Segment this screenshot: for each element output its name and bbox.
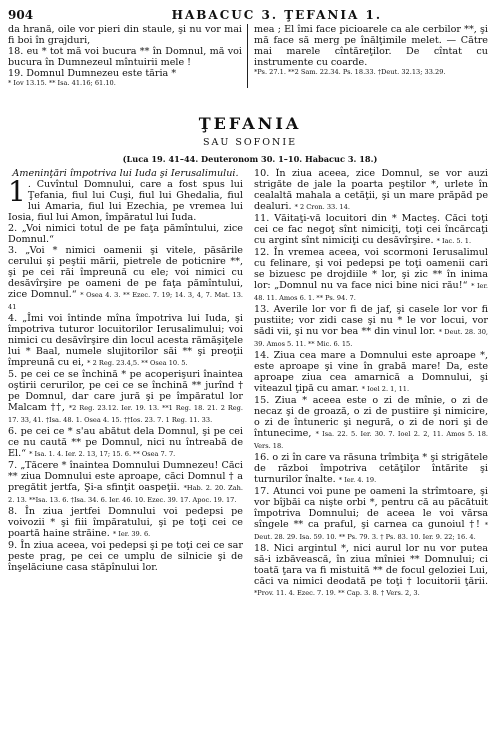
- verse-text: 16. o zi în care va răsuna trîmbiţa * şi strigătele de război împotriva cetăţilor întărite şi turnurilor înalte.: [254, 452, 488, 485]
- cross-reference: *2 Reg. 23.12. Ier. 19. 13. **1 Reg. 18. 21. 2 Reg. 17. 33, 41. †Isa. 48. 1. Osea 4. 15. ††Ios. 23. 7. 1 Reg. 11. 33.: [8, 404, 244, 424]
- cross-reference: * Ier. 48. 11. Amos 6. 1. ** Ps. 94. 7.: [254, 282, 488, 302]
- cross-reference: * Deut. 28. 30, 39. Amos 5. 11. ** Mic. 6. 15.: [254, 328, 488, 348]
- verse-text: 15. Ziua * aceea este o zi de mînie, o zi de necaz şi de groază, o zi de pustiire şi nimicire, o zi de întuneric şi negură, o zi de nori şi de întunecime,: [254, 395, 488, 439]
- cross-reference: * Ioel 2. 1, 11.: [361, 385, 410, 393]
- cross-reference: * Iov 13.15. ** Isa. 41.16; 61.10.: [8, 79, 116, 87]
- verse-text: 11. Văitaţi-vă locuitori din * Macteş. Căci toţi cei ce fac negoţ sînt nimiciţi, toţi cei încărcaţi cu argint sînt nimiciţi cu desăvîrşire.: [254, 213, 488, 246]
- verse-text: 8. În ziua jertfei Domnului voi pedepsi pe voivozii * şi fiii împăratului, şi pe toţi cei ce poartă haine străine.: [8, 506, 243, 539]
- verse: [254, 247, 488, 304]
- verse: [8, 175, 243, 223]
- verse: [8, 506, 243, 540]
- main-right-column: [248, 168, 488, 723]
- verse-text: 6. pe cei ce * s'au abătut dela Domnul, şi pe cei ce nu caută ** pe Domnul, nici nu întreabă de El.“: [8, 426, 243, 459]
- verse-text: 4. „Îmi voi întinde mîna împotriva lui Iuda, şi împotriva tuturor locuitorilor Ierusalimului; voi nimici cu desăvîrşire din locul acesta rămăşiţele lui * Baal, numele slujitorilor săi ** şi preoţii împreună cu ei,: [8, 313, 244, 368]
- verse-text: 5. pe cei ce se închină * pe acoperişuri înaintea oştirii cerurilor, pe cei ce se închină ** jurînd † pe Domnul, dar care jură şi pe împăratul lor Malcam ††,: [8, 369, 243, 413]
- verse: [254, 543, 488, 599]
- top-right-column: [248, 24, 488, 88]
- cross-reference: *Hab. 2. 20. Zah. 2. 13. **Isa. 13. 6. †Isa. 34. 6. Ier. 46. 10. Ezec. 39. 17. Apoc. 19. 17.: [8, 484, 243, 504]
- cross-reference: * Deut. 28. 29. Isa. 59. 10. ** Ps. 79. 3. † Ps. 83. 10. Ier. 9. 22; 16. 4.: [254, 521, 488, 541]
- main-section: [8, 168, 492, 723]
- main-left-column: [8, 168, 248, 723]
- verse: [8, 313, 243, 369]
- verse-text: 2. „Voi nimici totul de pe faţa pămîntului, zice Domnul.“: [8, 223, 243, 245]
- cross-reference: * Iac. 5. 1.: [436, 237, 472, 245]
- cross-reference: *Ps. 27.1. **2 Sam. 22.34. Ps. 18.33. †Deut. 32.13; 33.29.: [254, 68, 446, 76]
- verse: 18. eu * tot mă voi bucura ** în Domnul, mă voi bucura în Dumnezeul mîntuirii mele !: [8, 46, 242, 68]
- drop-cap: 1: [8, 175, 26, 208]
- cross-reference: * Ier. 4. 19.: [338, 476, 377, 484]
- top-left-column: [8, 24, 248, 88]
- verse: [254, 168, 488, 213]
- verse: da hrană, oile vor pieri din staule, şi nu vor mai fi boi în grajduri,: [8, 24, 242, 46]
- verse: [8, 460, 243, 506]
- cross-reference: * 2 Cron. 33. 14.: [294, 203, 350, 211]
- verse-text: 18. Nici argintul *, nici aurul lor nu vor putea să-i izbăvească, în ziua mîniei ** Domnului; ci toată ţara va fi mistuită ** de focul geloziei Lui, căci va nimici deodată pe toţi † locuitorii ţării.: [254, 543, 488, 587]
- book-title: ŢEFANIA: [198, 114, 302, 133]
- verse-text: 12. În vremea aceea, voi scormoni Ierusalimul cu felinare, şi voi pedepsi pe toţi oamenii cari se bizuesc pe drojdiile * lor, şi zic ** în inima lor: „Domnul nu va face nici bine nici rău!“: [254, 247, 488, 291]
- verse: [254, 213, 488, 247]
- verse: [254, 304, 488, 350]
- cross-reference: * Osea 4. 3. ** Ezec. 7. 19; 14. 3, 4, 7. Mat. 13. 41: [8, 291, 243, 311]
- verse-text: 3. „Voi * nimici oamenii şi vitele, păsările cerului şi peştii mării, pietrele de poticnire **, şi pe cei răi împreună cu ele; voi nimici cu desăvîrşire pe oameni de pe faţa pămîntului, zice Domnul.“: [8, 245, 243, 300]
- verse: [254, 395, 488, 452]
- verse: [8, 426, 243, 460]
- page-number: 904: [8, 8, 34, 22]
- cross-reference: * Isa. 22. 5. Ier. 30. 7. Ioel 2. 2, 11. Amos 5. 18. Vers. 18.: [254, 430, 488, 450]
- verse-text: . Cuvîntul Domnului, care a fost spus lui Ţefania, fiul lui Cuşi, fiul lui Ghedalia, fiul lui Amaria, fiul lui Ezechia, pe vremea lui Iosia, fiul lui Amon, împăratul lui Iuda.: [8, 179, 243, 223]
- verse: [254, 350, 488, 395]
- verse-text: 10. În ziua aceea, zice Domnul, se vor auzi strigăte de jale la poarta peştilor *, urlete în cealaltă mahala a cetăţii, şi un mare prăpăd pe dealuri.: [254, 168, 488, 212]
- verse: [8, 540, 243, 573]
- top-section: [8, 24, 492, 88]
- verse-text: 13. Averile lor vor fi de jaf, şi casele lor vor fi pustiite; vor zidi case şi nu * le vor locui, vor sădi vii, şi nu vor bea ** din vinul lor.: [254, 304, 488, 337]
- running-header: [8, 8, 492, 24]
- verse: [8, 245, 243, 313]
- book-cross-reference: (Luca 19. 41–44. Deuteronom 30. 1–10. Habacuc 3. 18.): [122, 154, 378, 164]
- verse: mea ; El îmi face picioarele ca ale cerbilor **, şi mă face să merg pe înălţimile melet. — Către mai marele cîntăreţilor. De cîntat cu instrumente cu coarde.: [254, 24, 488, 68]
- verse: [8, 223, 243, 245]
- verse-text: 9. În ziua aceea, voi pedepsi şi pe toţi cei ce sar peste prag, pe cei ce umplu de silnicie şi de înşelăciune casa stăpînului lor.: [8, 540, 243, 573]
- cross-reference: * Isa. 1. 4. Ier. 2. 13, 17; 15. 6. ** Osea 7. 7.: [29, 450, 176, 458]
- verse: 19. Domnul Dumnezeu este tăria *: [8, 68, 177, 79]
- verse-text: 7. „Tăcere * înaintea Domnului Dumnezeu! Căci ** ziua Domnului este aproape, căci Domnul † a pregătit jertfa, Şi-a sfinţit oaspeţii.: [8, 460, 243, 493]
- verse-text: 14. Ziua cea mare a Domnului este aproape *, este aproape şi vine în grabă mare! Da, este aproape ziua cea amarnică a Domnului, şi viteazul ţipă cu amar.: [254, 350, 488, 394]
- section-heading: Ameninţări împotriva lui Iuda şi Ierusalimului.: [12, 168, 239, 179]
- verse: [8, 369, 243, 426]
- verse: [254, 486, 488, 543]
- running-title: HABACUC 3. ŢEFANIA 1.: [171, 8, 382, 22]
- verse: [254, 452, 488, 486]
- book-subtitle: SAU SOFONIE: [202, 137, 298, 148]
- cross-reference: *Prov. 11. 4. Ezec. 7. 19. ** Cap. 3. 8. † Vers. 2, 3.: [254, 589, 420, 597]
- verse-text: 17. Atunci voi pune pe oameni la strîmtoare, şi vor bîjbăi ca nişte orbi *, pentru că au păcătuit împotriva Domnului; de aceea le voi vărsa sîngele ** ca praful, şi carnea ca gunoiul †!: [254, 486, 488, 530]
- cross-reference: * Ier. 39. 6.: [112, 530, 151, 538]
- cross-reference: * 2 Reg. 23.4,5. ** Osea 10. 5.: [87, 359, 188, 367]
